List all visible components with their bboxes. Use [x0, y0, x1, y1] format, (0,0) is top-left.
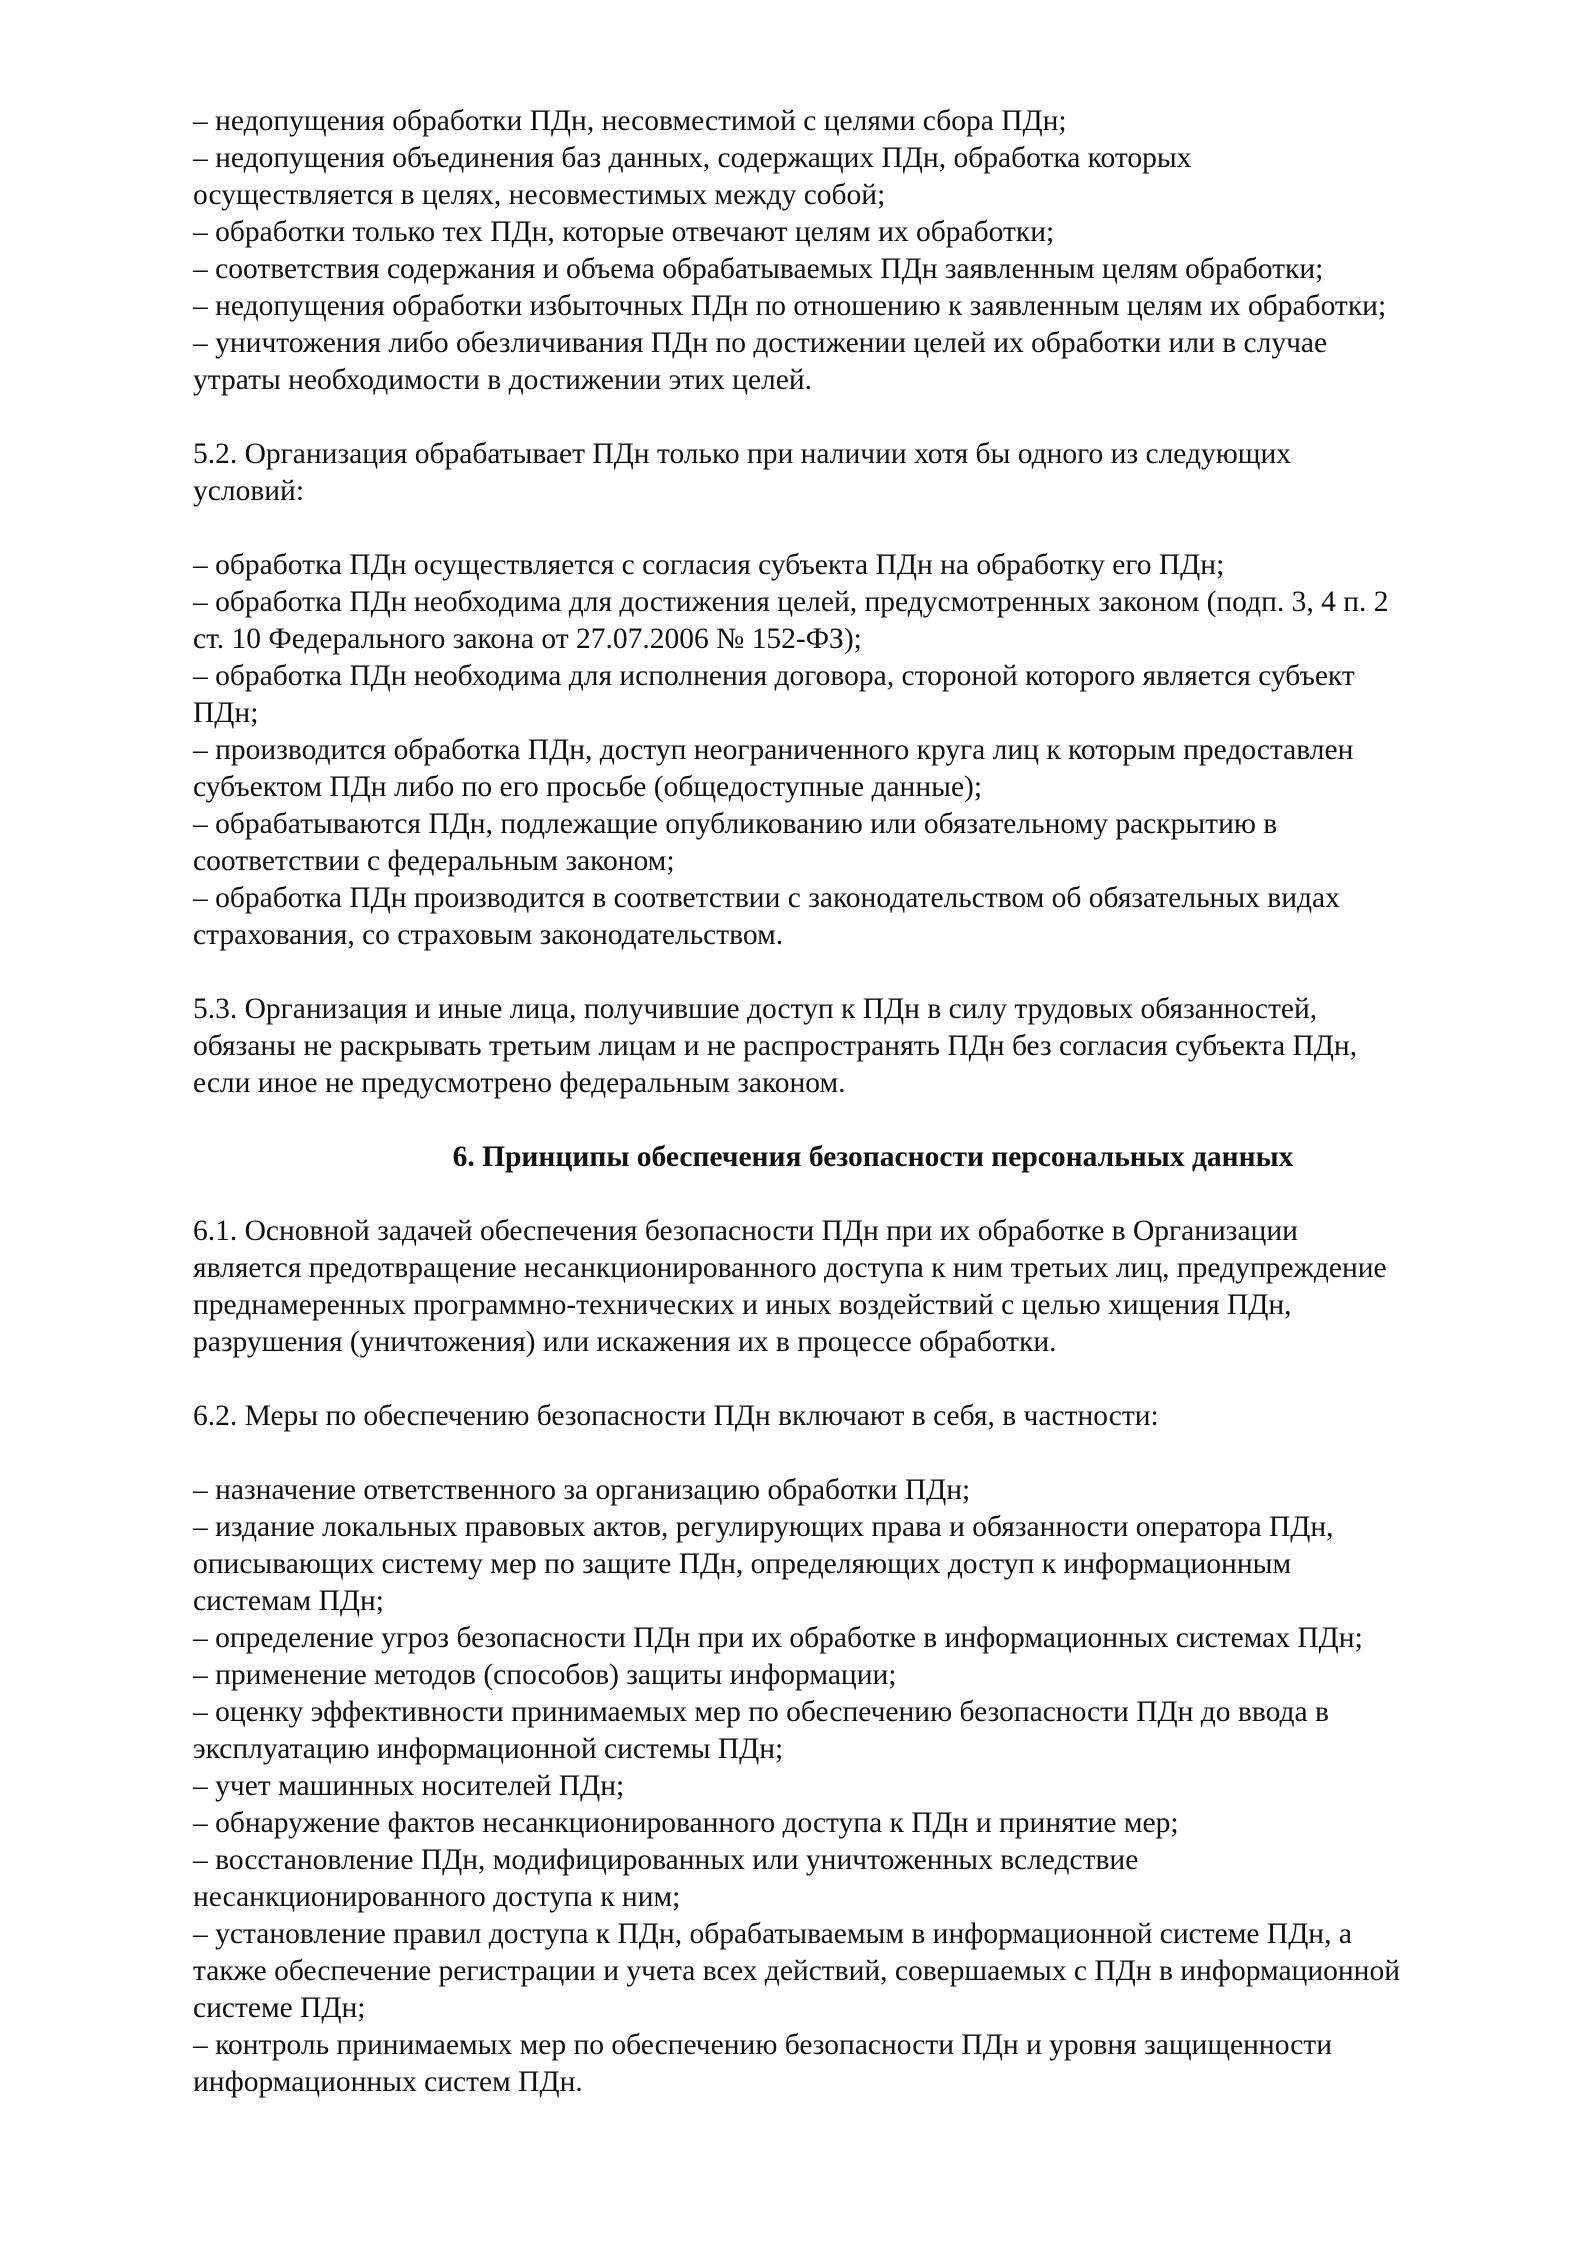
- text-line: – обработка ПДн производится в соответствии с законодательством об обязательных видах: [193, 882, 1340, 914]
- text-line: субъектом ПДн либо по его просьбе (общедоступные данные);: [193, 771, 983, 803]
- text-line: условий:: [193, 475, 305, 507]
- text-line: – соответствия содержания и объема обрабатываемых ПДн заявленным целям обработки;: [193, 253, 1324, 285]
- paragraph-gap: [193, 1102, 1523, 1139]
- text-line: преднамеренных программно-технических и иных воздействий с целью хищения ПДн,: [193, 1289, 1292, 1321]
- text-line: – недопущения обработки ПДн, несовместимой с целями сбора ПДн;: [193, 105, 1067, 137]
- text-line: 5.2. Организация обрабатывает ПДн только при наличии хотя бы одного из следующих: [193, 438, 1292, 470]
- text-line: – уничтожения либо обезличивания ПДн по достижении целей их обработки или в случае: [193, 327, 1328, 359]
- paragraph-gap: [193, 510, 1523, 547]
- paragraph-5-3: [193, 991, 1523, 1102]
- text-line: описывающих систему мер по защите ПДн, определяющих доступ к информационным: [193, 1548, 1292, 1580]
- text-line: также обеспечение регистрации и учета всех действий, совершаемых с ПДн в информационной: [193, 1955, 1400, 1987]
- paragraph-gap: [193, 954, 1523, 991]
- text-line: ст. 10 Федерального закона от 27.07.2006 № 152-ФЗ);: [193, 623, 862, 655]
- text-line: – учет машинных носителей ПДн;: [193, 1770, 625, 1802]
- text-line: – восстановление ПДн, модифицированных или уничтоженных вследствие: [193, 1844, 1139, 1876]
- text-line: системам ПДн;: [193, 1585, 384, 1617]
- text-line: 6.2. Меры по обеспечению безопасности ПДн включают в себя, в частности:: [193, 1400, 1159, 1432]
- text-line: – обработка ПДн осуществляется с согласия субъекта ПДн на обработку его ПДн;: [193, 549, 1225, 581]
- section-heading-6: 6. Принципы обеспечения безопасности персональных данных: [452, 1141, 1294, 1173]
- text-line: – оценку эффективности принимаемых мер по обеспечению безопасности ПДн до ввода в: [193, 1696, 1329, 1728]
- text-line: – установление правил доступа к ПДн, обрабатываемым в информационной системе ПДн, а: [193, 1918, 1352, 1950]
- paragraph-gap: [193, 399, 1523, 436]
- text-line: – обработки только тех ПДн, которые отвечают целям их обработки;: [193, 216, 1055, 248]
- text-line: информационных систем ПДн.: [193, 2066, 583, 2098]
- list-block-measures: [193, 1472, 1523, 2101]
- text-line: – недопущения обработки избыточных ПДн по отношению к заявленным целям их обработки;: [193, 290, 1387, 322]
- text-line: – контроль принимаемых мер по обеспечению безопасности ПДн и уровня защищенности: [193, 2029, 1332, 2061]
- text-line: если иное не предусмотрено федеральным законом.: [193, 1067, 846, 1099]
- text-line: – производится обработка ПДн, доступ неограниченного круга лиц к которым предоставлен: [193, 734, 1354, 766]
- paragraph-6-1: [193, 1213, 1523, 1361]
- paragraph-6-2: [193, 1398, 1523, 1435]
- text-line: – недопущения объединения баз данных, содержащих ПДн, обработка которых: [193, 142, 1192, 174]
- text-line: – обнаружение фактов несанкционированного доступа к ПДн и принятие мер;: [193, 1807, 1179, 1839]
- list-block-conditions: [193, 547, 1523, 954]
- text-line: обязаны не раскрывать третьим лицам и не распространять ПДн без согласия субъекта ПДн,: [193, 1030, 1358, 1062]
- paragraph-5-2: [193, 436, 1523, 510]
- text-line: соответствии с федеральным законом;: [193, 845, 675, 877]
- list-block-principles: [193, 103, 1523, 399]
- paragraph-gap: [193, 1361, 1523, 1398]
- text-line: несанкционированного доступа к ним;: [193, 1881, 681, 1913]
- text-line: эксплуатацию информационной системы ПДн;: [193, 1733, 784, 1765]
- text-line: разрушения (уничтожения) или искажения их в процессе обработки.: [193, 1326, 1057, 1358]
- text-line: 5.3. Организация и иные лица, получившие доступ к ПДн в силу трудовых обязанностей,: [193, 993, 1318, 1025]
- paragraph-gap: [193, 1435, 1523, 1472]
- text-line: системе ПДн;: [193, 1992, 366, 2024]
- document-page: [193, 103, 1523, 2101]
- text-line: – обрабатываются ПДн, подлежащие опубликованию или обязательному раскрытию в: [193, 808, 1278, 840]
- text-line: – определение угроз безопасности ПДн при их обработке в информационных системах ПДн;: [193, 1622, 1363, 1654]
- text-line: – обработка ПДн необходима для достижения целей, предусмотренных законом (подп. 3, 4 п. 2: [193, 586, 1389, 618]
- text-line: страхования, со страховым законодательством.: [193, 919, 784, 951]
- text-line: является предотвращение несанкционированного доступа к ним третьих лиц, предупреждение: [193, 1252, 1387, 1284]
- text-line: осуществляется в целях, несовместимых между собой;: [193, 179, 886, 211]
- text-line: 6.1. Основной задачей обеспечения безопасности ПДн при их обработке в Организации: [193, 1215, 1298, 1247]
- text-line: – обработка ПДн необходима для исполнения договора, стороной которого является субъект: [193, 660, 1355, 692]
- text-line: – применение методов (способов) защиты информации;: [193, 1659, 897, 1691]
- paragraph-gap: [193, 1176, 1523, 1213]
- text-line: – назначение ответственного за организацию обработки ПДн;: [193, 1474, 971, 1506]
- text-line: утраты необходимости в достижении этих целей.: [193, 364, 813, 396]
- text-line: ПДн;: [193, 697, 259, 729]
- text-line: – издание локальных правовых актов, регулирующих права и обязанности оператора ПДн,: [193, 1511, 1334, 1543]
